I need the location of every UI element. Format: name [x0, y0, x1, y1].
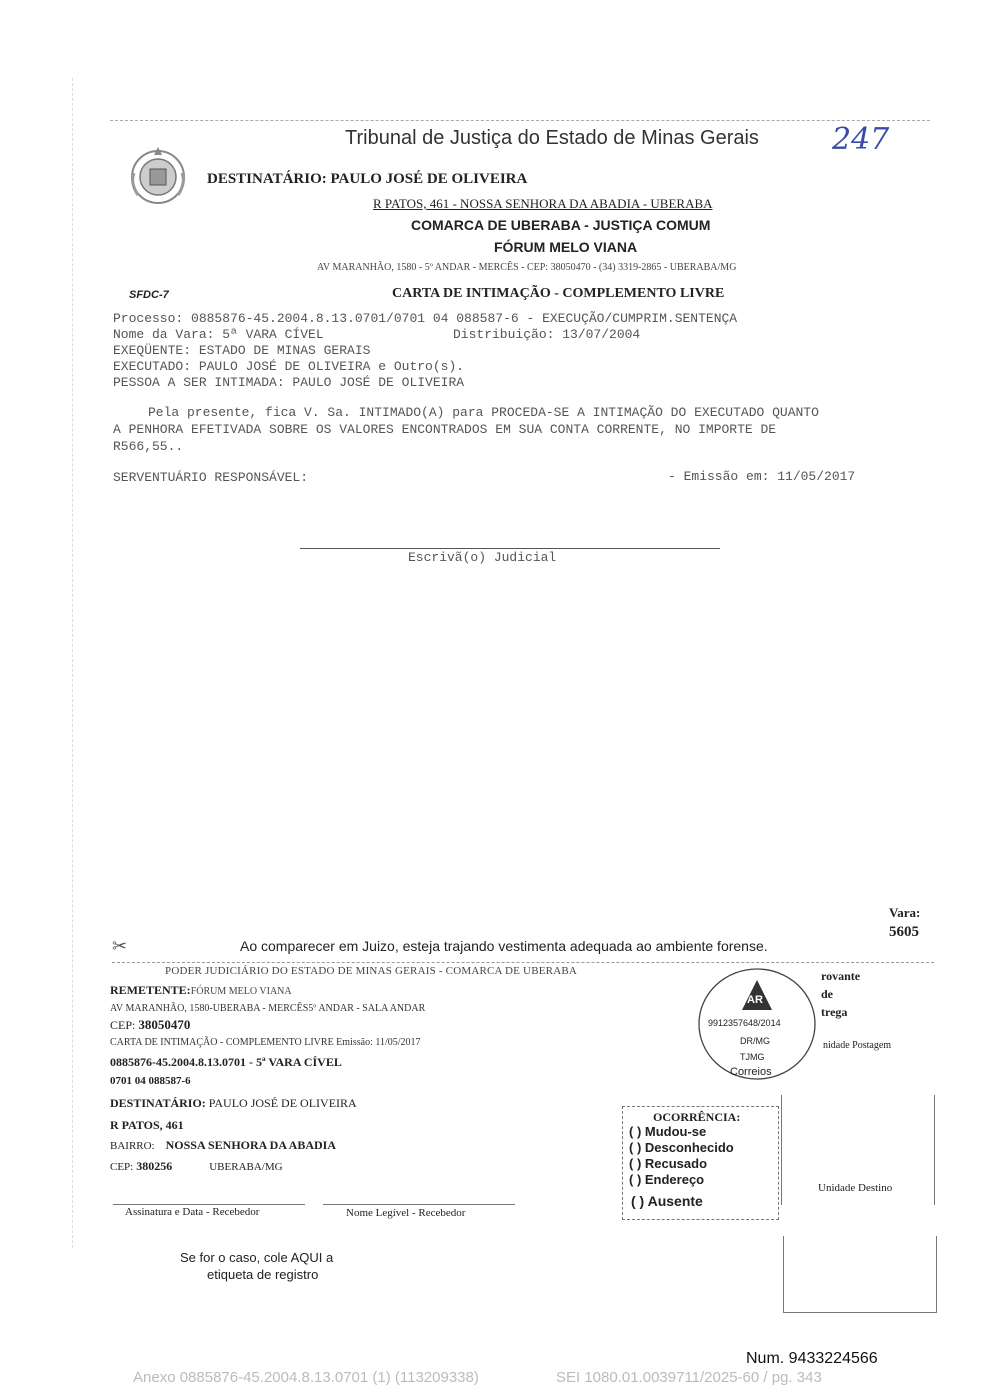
right-label-3: trega: [821, 1005, 848, 1019]
document-title: CARTA DE INTIMAÇÃO - COMPLEMENTO LIVRE: [392, 286, 725, 301]
exequente-line: EXEQÜENTE: ESTADO DE MINAS GERAIS: [113, 343, 371, 358]
destinatario-label: DESTINATÁRIO:: [110, 1096, 206, 1110]
ocorrencia-title: OCORRÊNCIA:: [653, 1110, 741, 1124]
handwritten-page-number: 247: [832, 122, 890, 157]
receiver-signature-label: Assinatura e Data - Recebedor: [125, 1206, 260, 1218]
ar-mark: AR: [747, 994, 763, 1006]
receiver-signature-line: [113, 1204, 305, 1205]
paste-label-line-1: Se for o caso, cole AQUI a: [180, 1250, 334, 1265]
serventuario-label: SERVENTUÁRIO RESPONSÁVEL:: [113, 470, 309, 485]
unidade-destino-label: Unidade Destino: [818, 1182, 893, 1194]
comarca-line: COMARCA DE UBERABA - JUSTIÇA COMUM: [411, 217, 711, 233]
distribution-date: Distribuição: 13/07/2004: [453, 327, 641, 342]
registration-label-box: [783, 1236, 937, 1313]
signature-line: [300, 548, 720, 549]
destinatario-cep-line: [110, 1159, 283, 1174]
bairro-line: [110, 1138, 336, 1153]
body-line-2: A PENHORA EFETIVADA SOBRE OS VALORES ENCONTRADOS EM SUA CONTA CORRENTE, NO IMPORTE DE: [113, 422, 777, 437]
executado-line: EXECUTADO: PAULO JOSÉ DE OLIVEIRA e Outro(s).: [113, 359, 465, 374]
process-number-line: Processo: 0885876-45.2004.8.13.0701/0701 04 088587-6 - EXECUÇÃO/CUMPRIM.SENTENÇA: [113, 311, 738, 326]
destinatario-line: [110, 1096, 357, 1111]
ocorrencia-option-ausente[interactable]: ( ) Ausente: [631, 1193, 703, 1209]
form-code: SFDC-7: [129, 289, 169, 301]
destinatario-street: R PATOS, 461: [110, 1118, 184, 1132]
dest-cep-value: 380256: [136, 1159, 173, 1173]
cep-value: 38050470: [138, 1017, 191, 1032]
dress-code-warning: Ao comparecer em Juizo, esteja trajando vestimenta adequada ao ambiente forense.: [240, 938, 768, 954]
body-line-3: R566,55..: [113, 439, 184, 454]
forum-line: FÓRUM MELO VIANA: [494, 239, 638, 255]
top-dashed-border: [110, 120, 930, 121]
ocorrencia-option-mudou[interactable]: ( ) Mudou-se: [629, 1124, 707, 1139]
remetente-cep: [110, 1017, 190, 1033]
cep-label: CEP:: [110, 1018, 136, 1032]
destinatario-value: PAULO JOSÉ DE OLIVEIRA: [208, 1096, 357, 1110]
right-column-line-2: [934, 1095, 935, 1205]
ocorrencia-option-desconhecido[interactable]: ( ) Desconhecido: [629, 1140, 734, 1155]
carta-line: CARTA DE INTIMAÇÃO - COMPLEMENTO LIVRE Emissão: 11/05/2017: [110, 1037, 421, 1048]
signature-label: Escrivã(o) Judicial: [408, 550, 557, 565]
annex-reference: Anexo 0885876-45.2004.8.13.0701 (1) (113209338): [133, 1369, 479, 1386]
pessoa-intimada-line: PESSOA A SER INTIMADA: PAULO JOSÉ DE OLIVEIRA: [113, 375, 465, 390]
scissors-icon: ✂: [112, 936, 128, 956]
recipient-address: R PATOS, 461 - NOSSA SENHORA DA ABADIA - UBERABA: [373, 196, 713, 211]
vara-number: 5605: [889, 924, 919, 940]
right-column-line-1: [781, 1095, 782, 1205]
recipient-line: DESTINATÁRIO: PAULO JOSÉ DE OLIVEIRA: [207, 171, 528, 187]
ocorrencia-option-recusado[interactable]: ( ) Recusado: [629, 1156, 708, 1171]
remetente-line: [110, 983, 292, 998]
dest-cep-label: CEP:: [110, 1161, 134, 1173]
cut-line: [112, 962, 934, 963]
right-label-1: rovante: [821, 969, 861, 983]
bairro-value: NOSSA SENHORA DA ABADIA: [165, 1138, 337, 1152]
unidade-postagem-label: nidade Postagem: [823, 1040, 892, 1051]
process-line: 0885876-45.2004.8.13.0701 - 5ª VARA CÍVEL: [110, 1055, 342, 1069]
right-label-2: de: [821, 987, 833, 1001]
paste-label-line-2: etiqueta de registro: [207, 1267, 319, 1282]
remetente-label: REMETENTE:: [110, 983, 191, 997]
forum-address: AV MARANHÃO, 1580 - 5º ANDAR - MERCÊS - CEP: 38050470 - (34) 3319-2865 - UBERABA/MG: [317, 262, 737, 273]
dest-city: UBERABA/MG: [209, 1161, 283, 1173]
ar-dr: DR/MG: [740, 1036, 770, 1046]
sei-reference: SEI 1080.01.0039711/2025-60 / pg. 343: [556, 1369, 822, 1386]
body-line-1: Pela presente, fica V. Sa. INTIMADO(A) para PROCEDA-SE A INTIMAÇÃO DO EXECUTADO QUANTO: [148, 405, 819, 420]
coat-of-arms-emblem: [126, 143, 190, 207]
receiver-name-line: [323, 1204, 515, 1205]
ar-tjmg: TJMG: [740, 1052, 765, 1062]
vara-name: Nome da Vara: 5ª VARA CÍVEL: [113, 327, 324, 342]
ar-correios: Correios: [730, 1066, 772, 1078]
poder-judiciario-line: PODER JUDICIÁRIO DO ESTADO DE MINAS GERAIS - COMARCA DE UBERABA: [165, 965, 578, 977]
remetente-address: AV MARANHÃO, 1580-UBERABA - MERCÊS5º ANDAR - SALA ANDAR: [110, 1003, 426, 1014]
ar-stamp: [696, 966, 818, 1084]
remetente-value: FÓRUM MELO VIANA: [190, 986, 292, 997]
ar-code: 9912357648/2014: [708, 1018, 781, 1028]
document-number: Num. 9433224566: [746, 1350, 878, 1367]
court-title: Tribunal de Justiça do Estado de Minas Gerais: [345, 127, 759, 149]
emission-date: - Emissão em: 11/05/2017: [668, 469, 856, 484]
bairro-label: BAIRRO:: [110, 1140, 155, 1152]
left-margin-line: [72, 78, 73, 1248]
ocorrencia-box: [622, 1106, 779, 1220]
ocorrencia-option-endereco[interactable]: ( ) Endereço: [629, 1172, 705, 1187]
process-line-2: 0701 04 088587-6: [110, 1075, 191, 1087]
vara-label: Vara:: [889, 905, 921, 920]
receiver-name-label: Nome Legível - Recebedor: [346, 1207, 466, 1219]
